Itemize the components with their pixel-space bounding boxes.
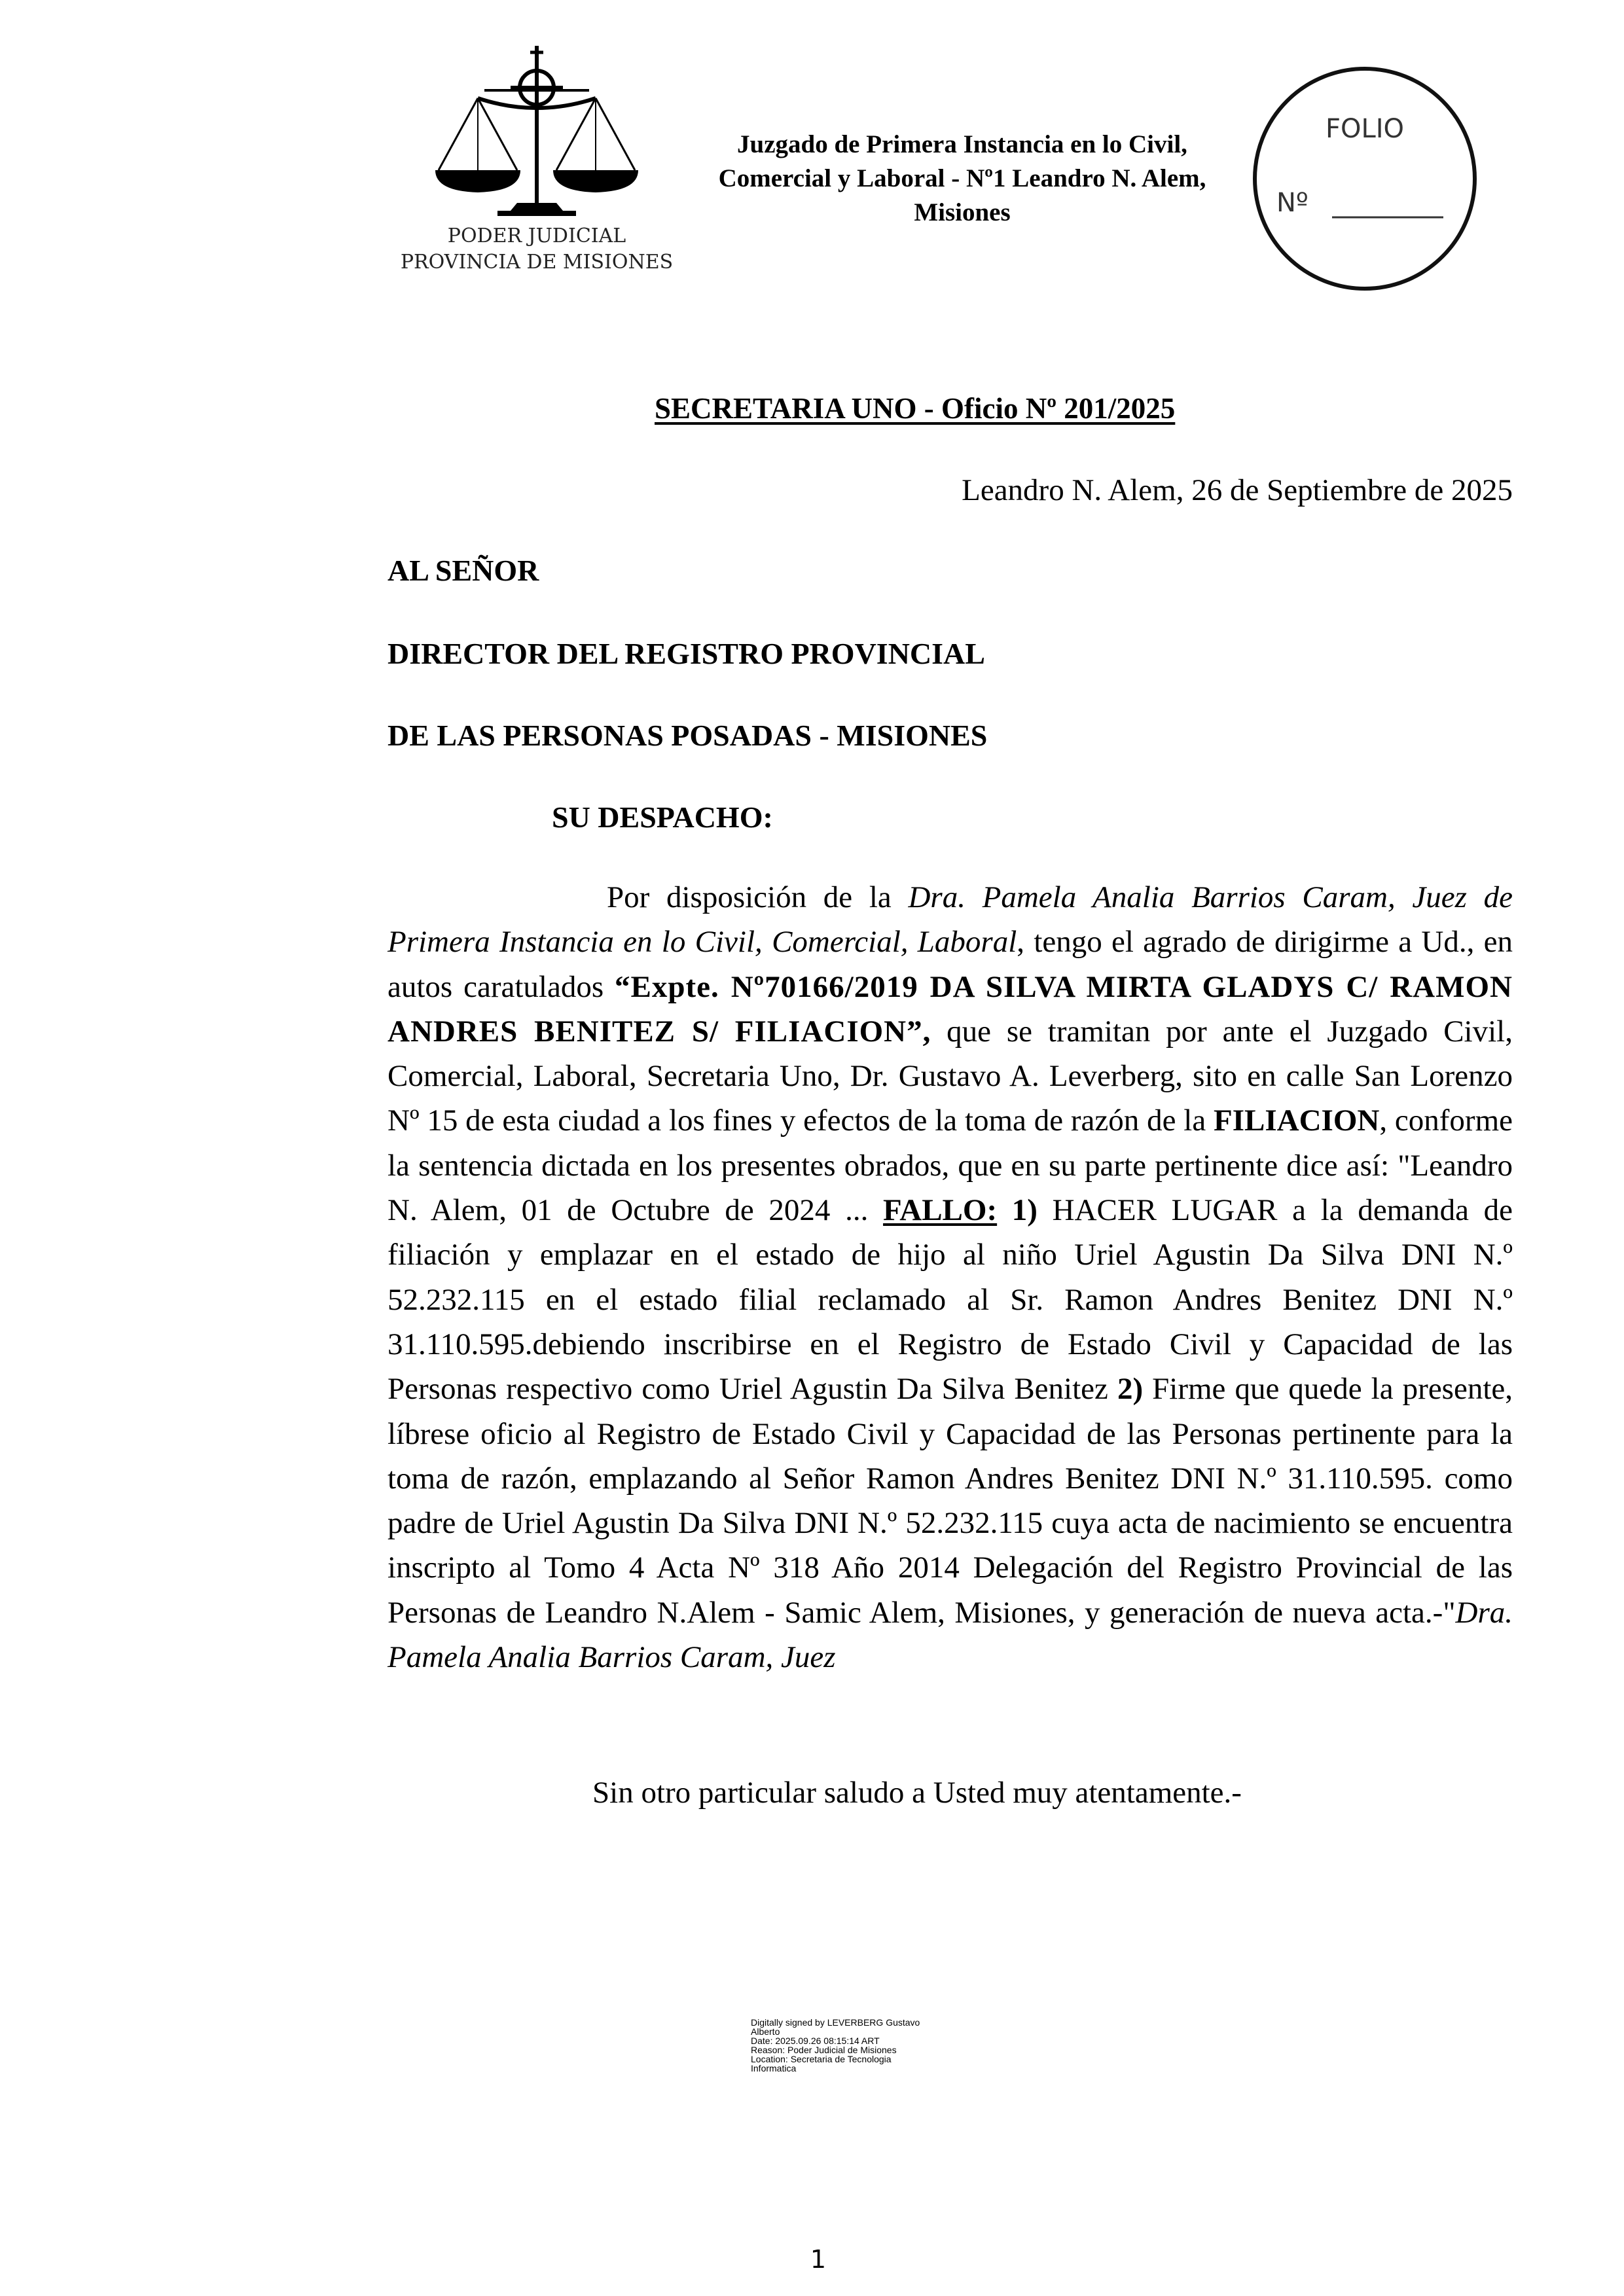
logo-text-line2: PROVINCIA DE MISIONES: [400, 251, 674, 274]
oficio-title: SECRETARIA UNO - Oficio Nº 201/2025: [655, 392, 1176, 425]
body-paragraph: [388, 875, 1513, 1679]
signature-line6: Informatica: [751, 2063, 797, 2073]
body-text-5: HACER LUGAR a la demanda de filiación y emplazar en el estado de hijo al niño Uriel Agustin Da Silva DNI N.º 52.232.115 en el estado filial reclamado al Sr. Ramon Andres Benitez DNI N.º 31.110.595.debiendo inscribirse en el Registro de Estado Civil y Capacidad de las Personas respectivo como Uriel Agustin Da Silva Benitez: [388, 1193, 1513, 1407]
item-2-number: 2): [1117, 1372, 1144, 1407]
folio-label: FOLIO: [1325, 114, 1405, 144]
addressee-line2: DIRECTOR DEL REGISTRO PROVINCIAL: [388, 637, 985, 670]
addressee-despacho: SU DESPACHO:: [552, 800, 773, 834]
item-1-number: 1): [997, 1193, 1038, 1228]
poder-judicial-logo: [399, 39, 681, 295]
addressee-line3: DE LAS PERSONAS POSADAS - MISIONES: [388, 719, 988, 752]
fallo-label: FALLO:: [883, 1193, 998, 1228]
digital-signature: [751, 2018, 973, 2073]
body-text-3: que se tramitan por ante el Juzgado Civil, Comercial, Laboral, Secretaria Uno, Dr. Gustavo A. Leverberg, sito en calle San Lorenzo Nº 15 de esta ciudad a los fines y efectos de la toma de razón de la: [388, 1014, 1513, 1138]
closing-line: Sin otro particular saludo a Usted muy atentamente.-: [592, 1776, 1242, 1810]
body-text-4: , conforme la sentencia dictada en los presentes obrados, que en su parte pertinente dice así: "Leandro N. Alem, 01 de Octubre de 2024 ...: [388, 1103, 1513, 1228]
court-title-line1: Juzgado de Primera Instancia en lo Civil,: [737, 130, 1187, 158]
folio-circle: [1247, 62, 1483, 298]
page-number: 1: [810, 2245, 827, 2274]
signature-line2: Alberto: [751, 2026, 780, 2037]
court-title: [674, 128, 1250, 230]
signature-line1: Digitally signed by LEVERBERG Gustavo: [751, 2017, 920, 2028]
judge-name: Dra. Pamela Analia Barrios Caram, Juez de Primera Instancia en lo Civil, Comercial, Laboral: [388, 880, 1513, 960]
case-caption: “Expte. Nº70166/2019 DA SILVA MIRTA GLADYS C/ RAMON ANDRES BENITEZ S/ FILIACION”,: [388, 969, 1513, 1049]
logo-text-line1: PODER JUDICIAL: [447, 224, 626, 247]
folio-number-label: Nº: [1276, 188, 1308, 218]
filiacion-keyword: FILIACION: [1214, 1103, 1380, 1138]
body-text-2: , tengo el agrado de dirigirme a Ud., en autos caratulados: [388, 925, 1513, 1004]
addressee-line1: AL SEÑOR: [388, 554, 539, 587]
folio-stamp: [1247, 62, 1483, 298]
court-title-line2: Comercial y Laboral - Nº1 Leandro N. Alem,: [718, 164, 1206, 192]
signature-line4: Reason: Poder Judicial de Misiones: [751, 2045, 897, 2055]
date-line: Leandro N. Alem, 26 de Septiembre de 2025: [962, 473, 1513, 507]
body-text-6: Firme que quede la presente, líbrese oficio al Registro de Estado Civil y Capacidad de las Personas pertinente para la toma de razón, emplazando al Señor Ramon Andres Benitez DNI N.º 31.110.595. como padre de Uriel Agustin Da Silva DNI N.º 52.232.115 cuya acta de nacimiento se encuentra inscripto al Tomo 4 Acta Nº 318 Año 2014 Delegación del Registro Provincial de las Personas de Leandro N.Alem - Samic Alem, Misiones, y generación de nueva acta.-": [388, 1372, 1513, 1630]
signature-line3: Date: 2025.09.26 08:15:14 ART: [751, 2036, 880, 2046]
court-title-line3: Misiones: [914, 198, 1011, 226]
signature-line5: Location: Secretaria de Tecnologia: [751, 2054, 892, 2064]
body-text-1: Por disposición de la: [607, 880, 909, 914]
signer-name: Dra. Pamela Analia Barrios Caram, Juez: [388, 1595, 1513, 1675]
scales-of-justice-icon: [399, 39, 681, 295]
